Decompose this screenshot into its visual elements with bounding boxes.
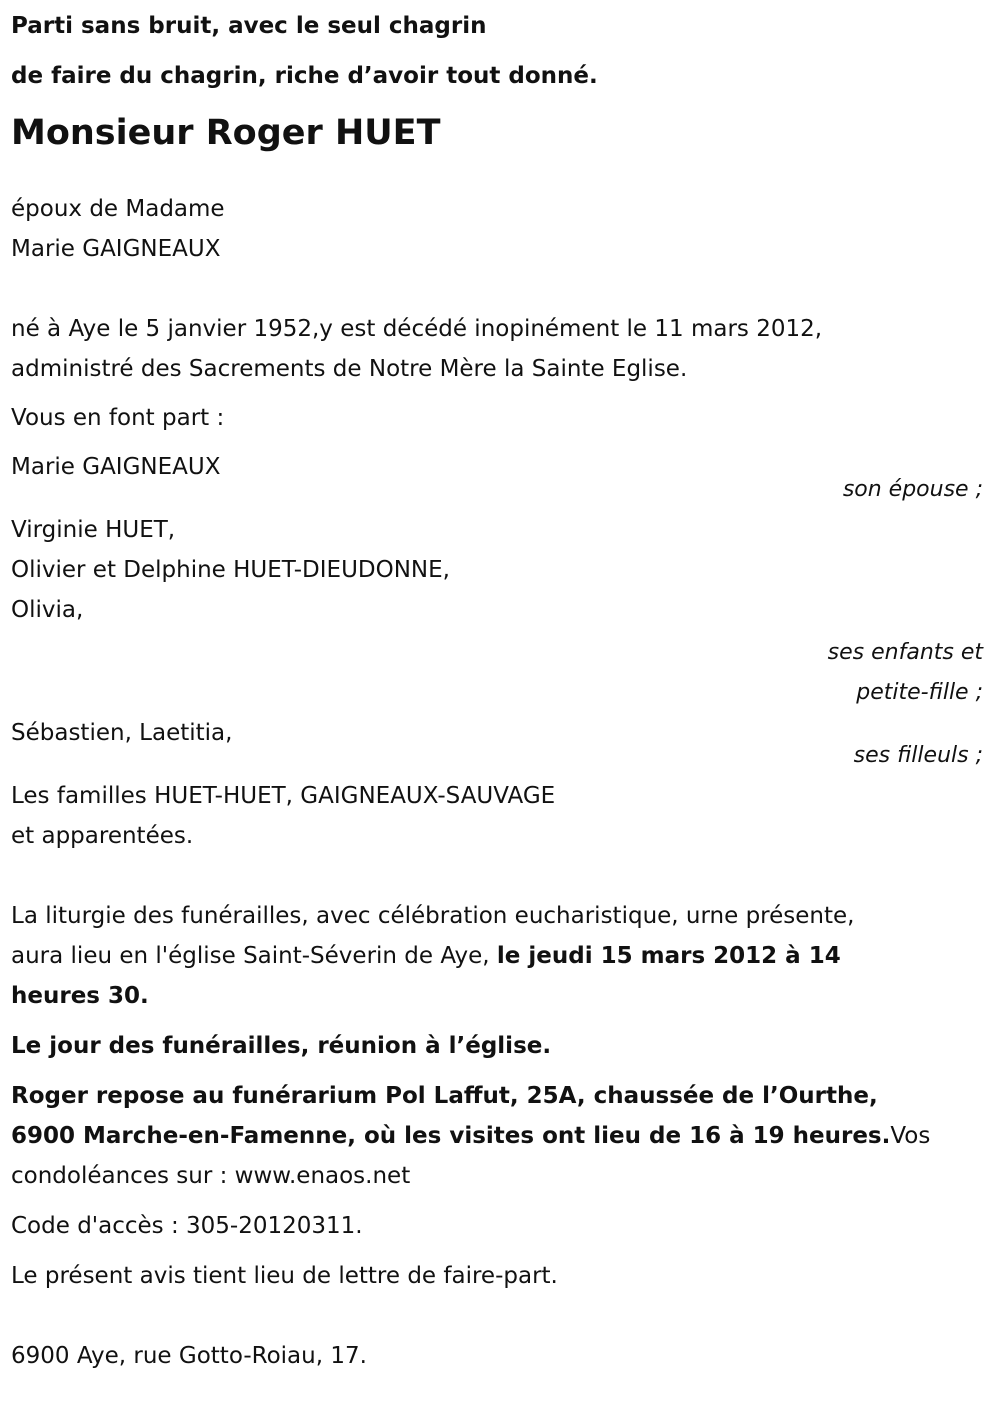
relationship-label: ses filleuls ; [853, 743, 983, 768]
epigraph-line-2: de faire du chagrin, riche d’avoir tout donné. [11, 63, 598, 89]
spouse-name: Marie GAIGNEAUX [11, 236, 221, 262]
announcement-intro: Vous en font part : [11, 405, 225, 431]
liturgy-line-1: La liturgie des funérailles, avec célébration eucharistique, urne présente, [11, 903, 855, 929]
meeting-note: Le jour des funérailles, réunion à l’église. [11, 1033, 552, 1059]
funeral-details [11, 896, 991, 1016]
mourner-name: Virginie HUET, [11, 517, 176, 543]
families [11, 776, 991, 856]
relationship-label: ses enfants et [827, 640, 983, 665]
condolences-prefix: Vos [890, 1123, 931, 1149]
mourner-name: Sébastien, Laetitia, [11, 720, 233, 746]
mourner-name: Olivia, [11, 597, 84, 623]
relationship-label: petite-fille ; [856, 680, 983, 705]
mourner-group-children [11, 510, 991, 713]
families-line-1: Les familles HUET-HUET, GAIGNEAUX-SAUVAGE [11, 783, 556, 809]
biography-line-2: administré des Sacrements de Notre Mère la Sainte Eglise. [11, 356, 688, 382]
repose-line-2 [11, 1116, 991, 1156]
visiting-hours: 6900 Marche-en-Famenne, où les visites ont lieu de 16 à 19 heures. [11, 1123, 891, 1149]
repose-details [11, 1076, 991, 1196]
deceased-name: Monsieur Roger HUET [11, 113, 441, 153]
family-address: 6900 Aye, rue Gotto-Roiau, 17. [11, 1343, 367, 1369]
condolences-website: condoléances sur : www.enaos.net [11, 1163, 411, 1189]
epigraph-line-1: Parti sans bruit, avec le seul chagrin [11, 13, 487, 39]
notice-statement: Le présent avis tient lieu de lettre de faire-part. [11, 1263, 558, 1289]
liturgy-date: le jeudi 15 mars 2012 à 14 [496, 943, 841, 969]
epigraph [11, 1, 991, 101]
mourner-group-spouse [11, 447, 991, 510]
liturgy-line-2 [11, 936, 991, 976]
mourner-group-godchildren [11, 713, 991, 776]
liturgy-location: aura lieu en l'église Saint-Séverin de Aye, [11, 943, 497, 969]
repose-line-1: Roger repose au funérarium Pol Laffut, 25A, chaussée de l’Ourthe, [11, 1083, 878, 1109]
access-code: Code d'accès : 305-20120311. [11, 1213, 363, 1239]
liturgy-time: heures 30. [11, 983, 149, 1009]
families-line-2: et apparentées. [11, 823, 194, 849]
mourner-name: Olivier et Delphine HUET-DIEUDONNE, [11, 557, 450, 583]
spouse-intro: époux de Madame [11, 196, 225, 222]
relationship-label: son épouse ; [842, 477, 983, 502]
mourner-name: Marie GAIGNEAUX [11, 454, 221, 480]
biography [11, 309, 991, 389]
spouse-block [11, 189, 991, 269]
obituary-notice [11, 0, 991, 1376]
biography-line-1: né à Aye le 5 janvier 1952,y est décédé inopinément le 11 mars 2012, [11, 316, 823, 342]
